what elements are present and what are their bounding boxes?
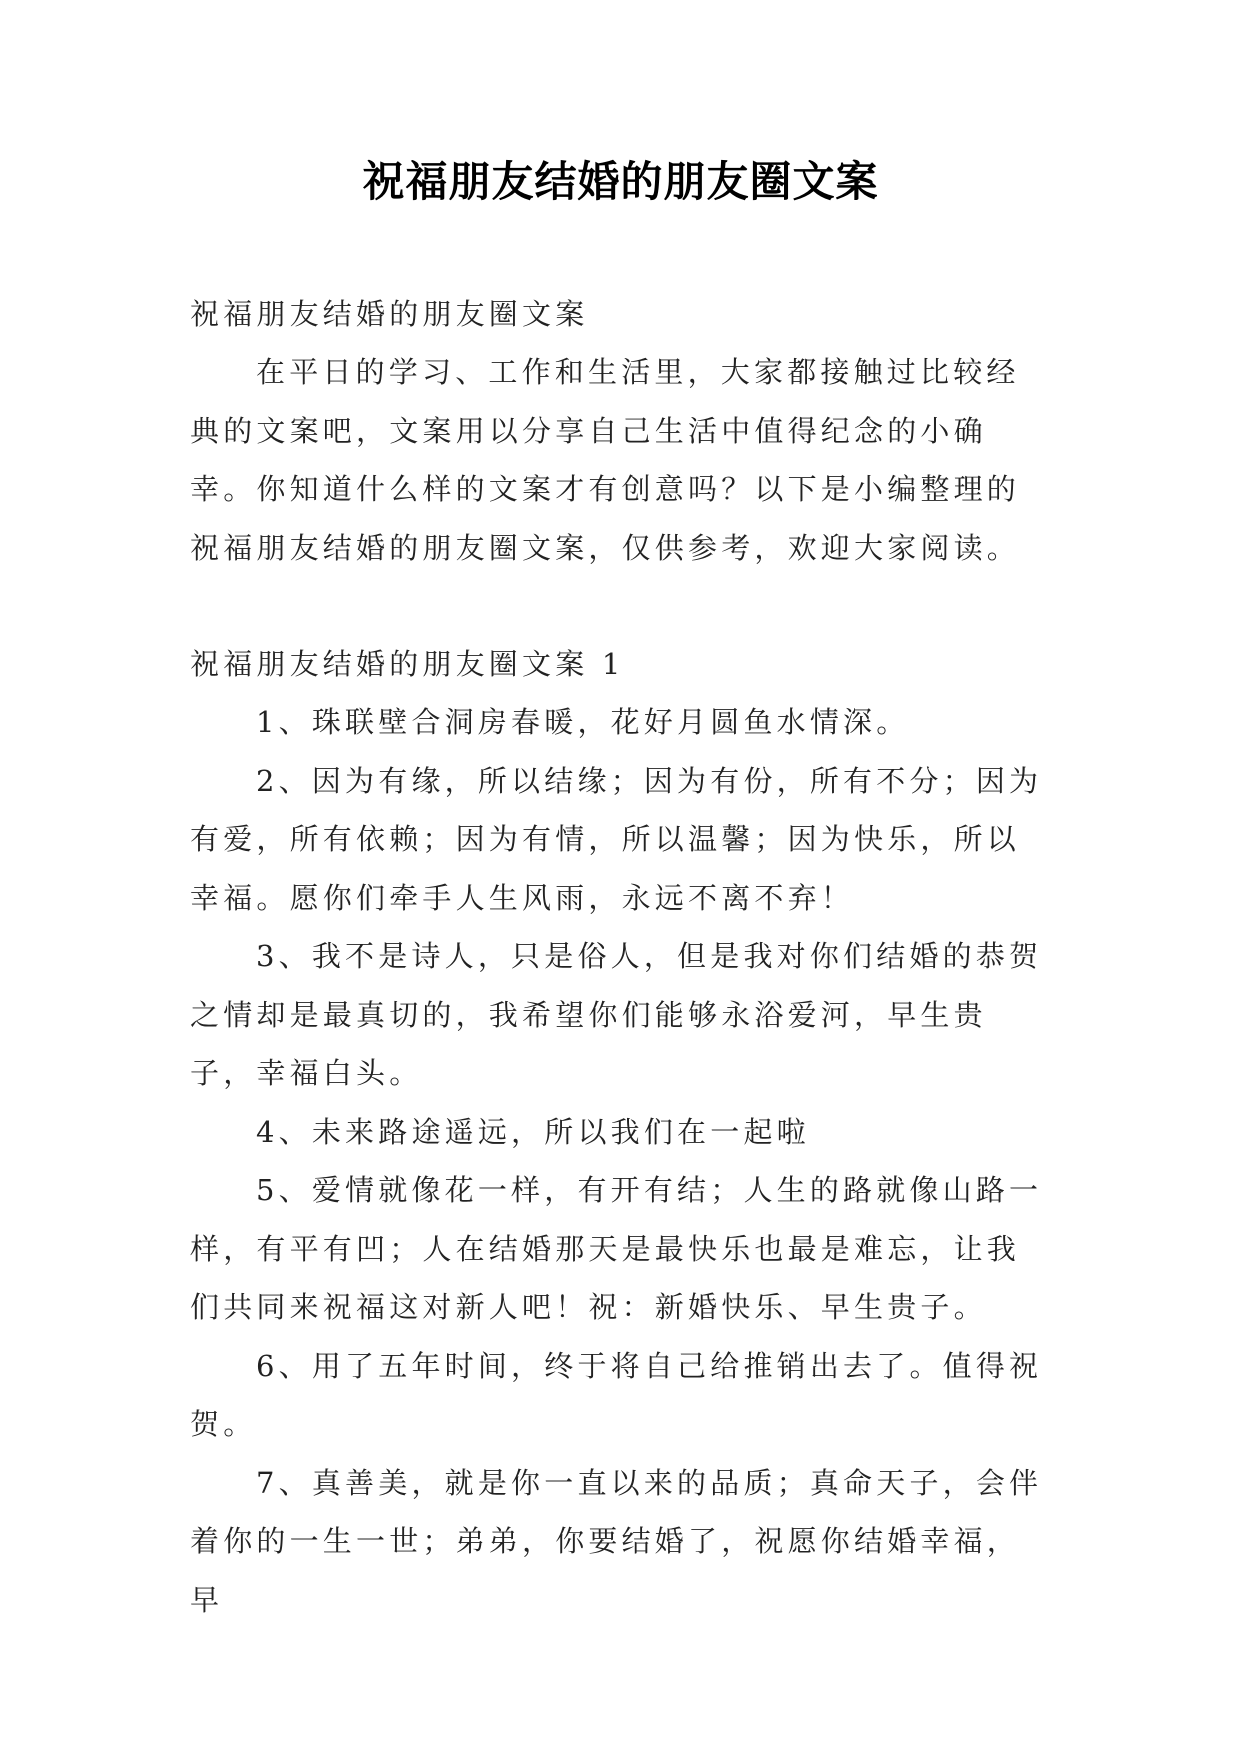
list-item: 7、真善美，就是你一直以来的品质；真命天子，会伴着你的一生一世；弟弟，你要结婚了，祝愿你结婚幸福，早 bbox=[190, 1465, 1043, 1617]
list-item: 1、珠联壁合洞房春暖，花好月圆鱼水情深。 bbox=[256, 705, 910, 739]
intro-paragraph: 在平日的学习、工作和生活里，大家都接触过比较经典的文案吧，文案用以分享自己生活中值得纪念的小确幸。你知道什么样的文案才有创意吗？以下是小编整理的祝福朋友结婚的朋友圈文案，仅供参考，欢迎大家阅读。 bbox=[190, 355, 1021, 565]
list-item: 2、因为有缘，所以结缘；因为有份，所有不分；因为有爱，所有依赖；因为有情，所以温馨；因为快乐，所以幸福。愿你们牵手人生风雨，永远不离不弃！ bbox=[190, 763, 1043, 915]
list-item: 5、爱情就像花一样，有开有结；人生的路就像山路一样，有平有凹；人在结婚那天是最快乐也最是难忘，让我们共同来祝福这对新人吧！祝：新婚快乐、早生贵子。 bbox=[190, 1173, 1043, 1324]
list-item: 4、未来路途遥远，所以我们在一起啦 bbox=[256, 1114, 810, 1149]
paragraph-gap bbox=[190, 577, 1050, 635]
document-title: 祝福朋友结婚的朋友圈文案 bbox=[362, 157, 879, 206]
section-heading: 祝福朋友结婚的朋友圈文案 1 bbox=[190, 647, 625, 681]
list-item: 3、我不是诗人，只是俗人，但是我对你们结婚的恭贺之情却是最真切的，我希望你们能够永浴爱河，早生贵子，幸福白头。 bbox=[190, 939, 1043, 1090]
subtitle: 祝福朋友结婚的朋友圈文案 bbox=[190, 297, 589, 331]
document-body bbox=[190, 285, 1050, 1629]
list-item: 6、用了五年时间，终于将自己给推销出去了。值得祝贺。 bbox=[190, 1348, 1043, 1441]
